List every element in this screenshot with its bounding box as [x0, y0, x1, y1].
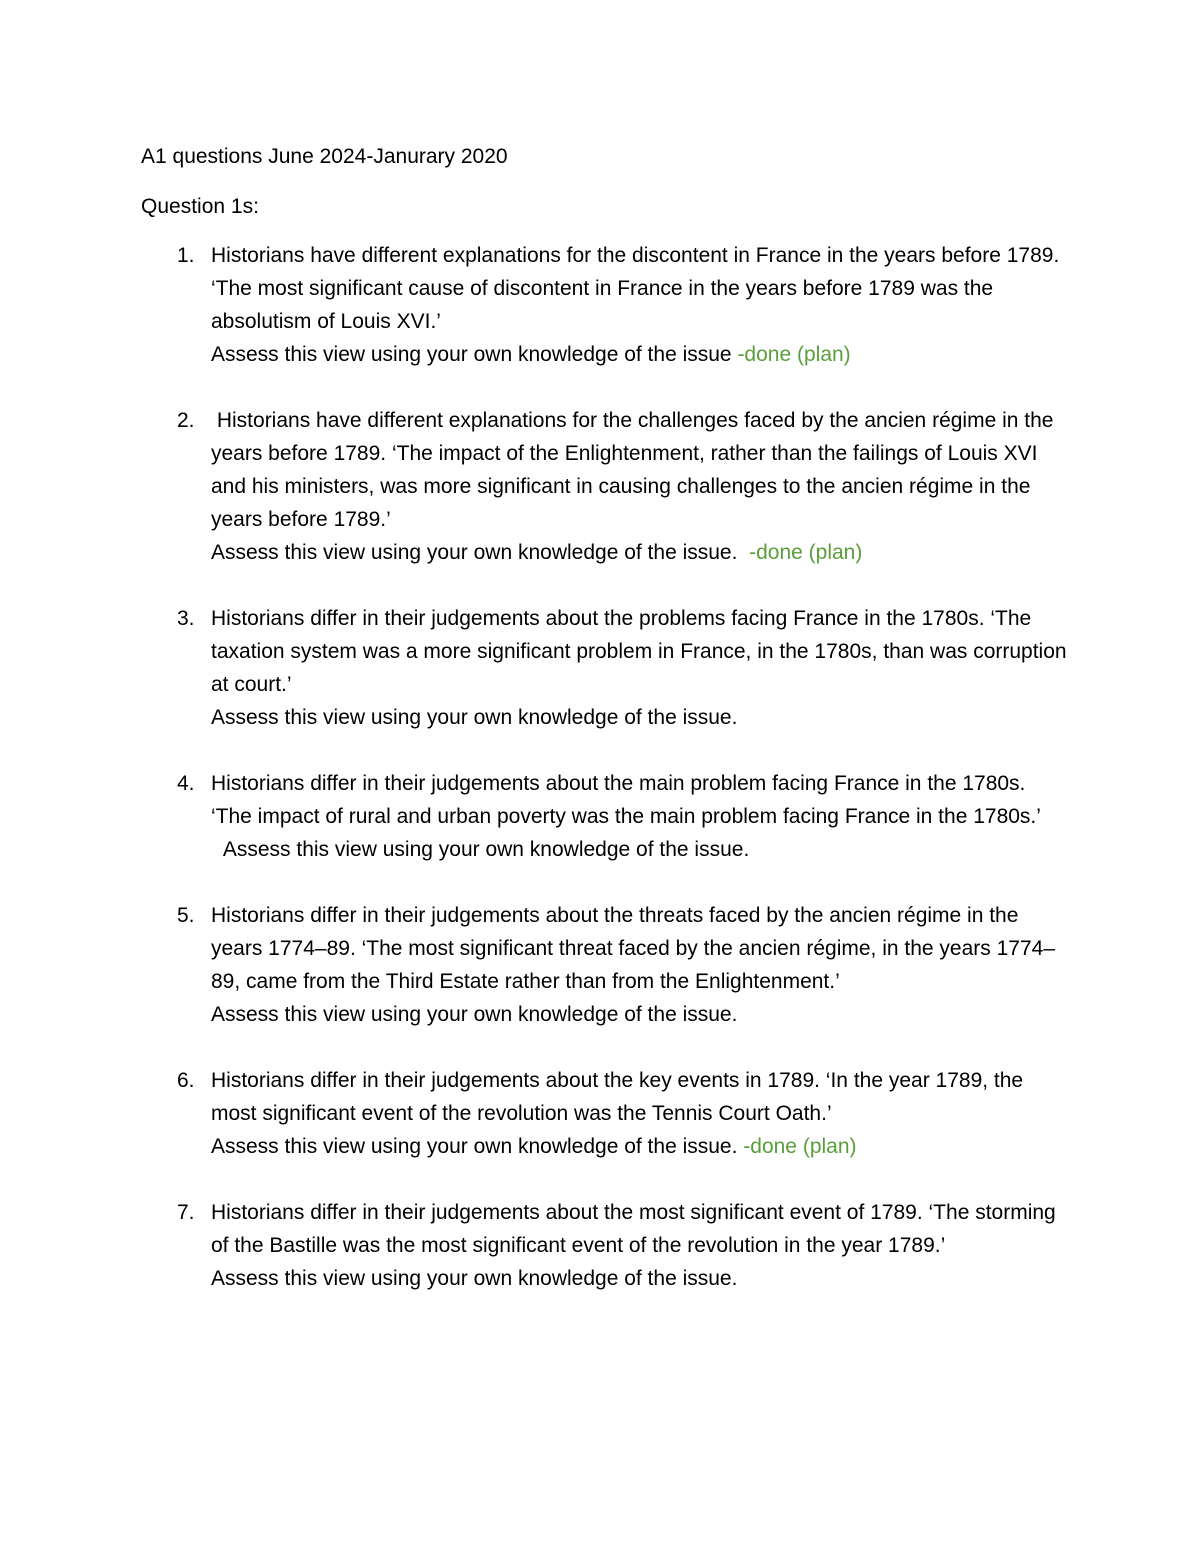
task-text: Assess this view using your own knowledge of the issue.: [211, 1135, 744, 1158]
status-note: -done (plan): [749, 541, 863, 564]
task-text: Assess this view using your own knowledge of the issue.: [217, 838, 750, 861]
question-number: 5.: [177, 904, 195, 927]
question-text: Historians differ in their judgements about the key events in 1789. ‘In the year 1789, the most significant event of the revolution was the Tennis Court Oath.’: [211, 1069, 1029, 1125]
status-note: -done (plan): [737, 343, 851, 366]
question-task: [211, 833, 1071, 866]
question-number: 4.: [177, 772, 195, 795]
question-item-3: [141, 602, 1071, 734]
question-item-1: [141, 239, 1071, 371]
question-task: [211, 701, 1071, 734]
question-number: 1.: [177, 244, 195, 267]
question-text: Historians have different explanations for the discontent in France in the years before 1789. ‘The most significant cause of discontent in France in the years before 1789 was the absolutism of Louis XVI.’: [211, 244, 1066, 333]
question-number: 2.: [177, 409, 195, 432]
status-note: -done (plan): [743, 1135, 857, 1158]
section-label: Question 1s:: [141, 195, 259, 218]
question-number: 7.: [177, 1201, 195, 1224]
question-task: [211, 338, 1071, 371]
document-body: [141, 140, 1071, 1295]
question-number: 6.: [177, 1069, 195, 1092]
question-text: Historians differ in their judgements about the main problem facing France in the 1780s. ‘The impact of rural and urban poverty was the main problem facing France in the 1780s.’: [211, 772, 1041, 828]
question-task: [211, 536, 1071, 569]
question-text: Historians differ in their judgements about the problems facing France in the 1780s. ‘The taxation system was a more significant problem in France, in the 1780s, than was corruption at court.’: [211, 607, 1073, 696]
task-text: Assess this view using your own knowledge of the issue.: [211, 706, 738, 729]
question-item-2: [141, 404, 1071, 569]
question-item-5: [141, 899, 1071, 1031]
question-text: Historians differ in their judgements about the most significant event of 1789. ‘The storming of the Bastille was the most significant event of the revolution in the year 1789.’: [211, 1201, 1062, 1257]
question-task: [211, 998, 1071, 1031]
question-item-7: [141, 1196, 1071, 1295]
task-text: Assess this view using your own knowledge of the issue.: [211, 1267, 738, 1290]
document-title: A1 questions June 2024-Janurary 2020: [141, 145, 508, 168]
question-text: Historians have different explanations for the challenges faced by the ancien régime in the years before 1789. ‘The impact of the Enlightenment, rather than the failings of Louis XVI and his ministers, was more significant in causing challenges to the ancien régime in the years before 1789.’: [211, 409, 1060, 531]
question-number: 3.: [177, 607, 195, 630]
question-task: [211, 1262, 1071, 1295]
question-item-6: [141, 1064, 1071, 1163]
question-list: [141, 239, 1071, 1295]
question-text: Historians differ in their judgements about the threats faced by the ancien régime in the years 1774–89. ‘The most significant threat faced by the ancien régime, in the years 1774–89, came from the Third Estate rather than from the Enlightenment.’: [211, 904, 1055, 993]
question-task: [211, 1130, 1071, 1163]
task-text: Assess this view using your own knowledge of the issue: [211, 343, 738, 366]
question-item-4: [141, 767, 1071, 866]
task-text: Assess this view using your own knowledge of the issue.: [211, 1003, 738, 1026]
task-text: Assess this view using your own knowledge of the issue.: [211, 541, 750, 564]
